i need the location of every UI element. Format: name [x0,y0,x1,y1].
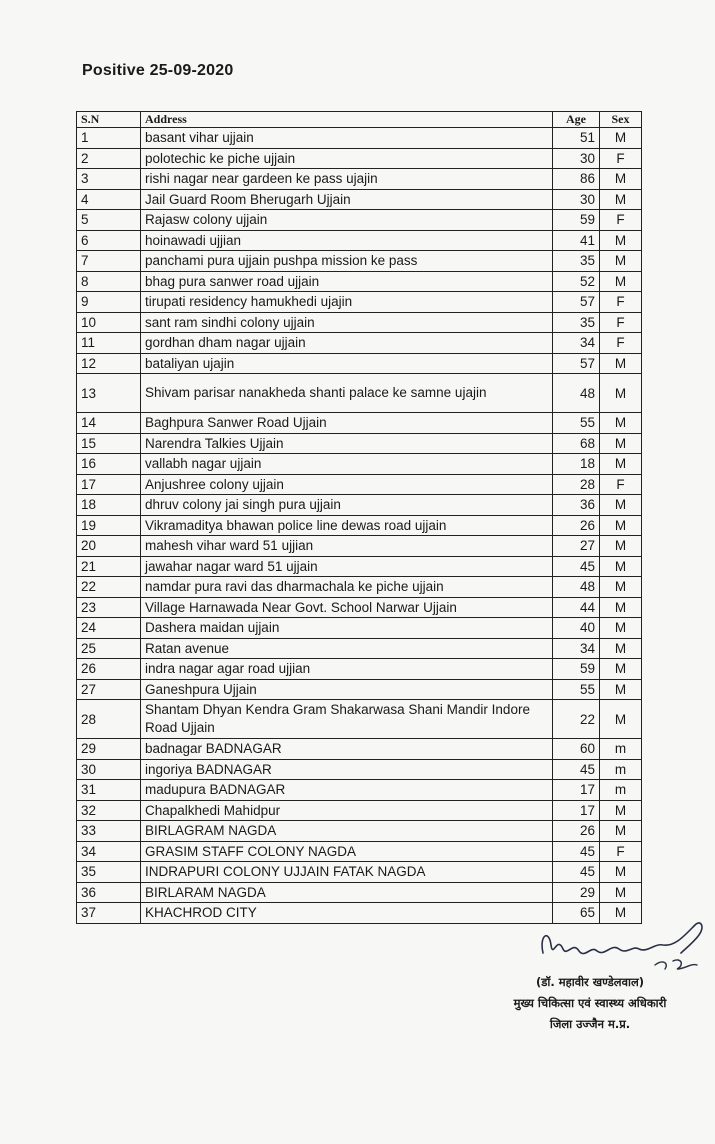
table-row [77,251,642,272]
cell-sex: M [600,189,642,210]
cell-address: Vikramaditya bhawan police line dewas road ujjain [141,515,553,536]
cell-sn: 24 [77,618,141,639]
cell-age: 35 [553,312,600,333]
cell-sex: M [600,862,642,883]
cell-sn: 1 [77,128,141,149]
cell-sn: 5 [77,210,141,231]
cell-sex: m [600,759,642,780]
table-row [77,374,642,413]
cell-address: indra nagar agar road ujjian [141,659,553,680]
cell-address: Rajasw colony ujjain [141,210,553,231]
cell-sn: 10 [77,312,141,333]
table-row [77,577,642,598]
cell-sn: 27 [77,679,141,700]
cell-sex: M [600,597,642,618]
cell-address: jawahar nagar ward 51 ujjain [141,556,553,577]
cell-address: gordhan dham nagar ujjain [141,333,553,354]
cell-sn: 12 [77,353,141,374]
cell-sex: F [600,292,642,313]
cell-age: 68 [553,433,600,454]
cell-age: 29 [553,882,600,903]
cell-sex: F [600,474,642,495]
cell-age: 40 [553,618,600,639]
cell-address: rishi nagar near gardeen ke pass ujajin [141,169,553,190]
cell-address: vallabh nagar ujjain [141,454,553,475]
cell-age: 57 [553,292,600,313]
table-row [77,333,642,354]
cell-sex: M [600,577,642,598]
cell-sn: 36 [77,882,141,903]
cell-sn: 32 [77,800,141,821]
cell-sn: 23 [77,597,141,618]
signature-block [480,972,700,1035]
cell-sex: M [600,618,642,639]
cell-sex: M [600,882,642,903]
cell-address: KHACHROD CITY [141,903,553,924]
cell-age: 26 [553,515,600,536]
cell-age: 34 [553,333,600,354]
header-sn: S.N [77,112,141,128]
cell-sex: m [600,780,642,801]
cell-address: Baghpura Sanwer Road Ujjain [141,413,553,434]
cell-sex: M [600,433,642,454]
cell-sn: 14 [77,413,141,434]
cell-sex: M [600,679,642,700]
cell-sn: 11 [77,333,141,354]
cell-sn: 37 [77,903,141,924]
cell-sn: 35 [77,862,141,883]
cell-age: 45 [553,556,600,577]
handwritten-signature [535,905,715,975]
table-row [77,618,642,639]
cell-address: Shantam Dhyan Kendra Gram Shakarwasa Shani Mandir Indore Road Ujjain [141,700,553,739]
cell-sex: M [600,700,642,739]
cell-address: badnagar BADNAGAR [141,739,553,760]
cell-age: 59 [553,210,600,231]
cell-address: tirupati residency hamukhedi ujajin [141,292,553,313]
cell-address: basant vihar ujjain [141,128,553,149]
cell-age: 35 [553,251,600,272]
cell-sex: F [600,148,642,169]
cell-age: 34 [553,638,600,659]
cell-age: 30 [553,148,600,169]
cell-sn: 22 [77,577,141,598]
table-row [77,292,642,313]
cell-address: hoinawadi ujjian [141,230,553,251]
table-row [77,821,642,842]
cell-age: 55 [553,679,600,700]
cell-sex: F [600,841,642,862]
table-row [77,780,642,801]
cell-sn: 3 [77,169,141,190]
cell-sex: F [600,312,642,333]
cell-sex: M [600,230,642,251]
table-row [77,515,642,536]
cell-address: mahesh vihar ward 51 ujjian [141,536,553,557]
cell-address: Anjushree colony ujjain [141,474,553,495]
cell-age: 28 [553,474,600,495]
cell-address: polotechic ke piche ujjain [141,148,553,169]
cell-sn: 28 [77,700,141,739]
cell-sex: M [600,454,642,475]
cell-sn: 31 [77,780,141,801]
cell-age: 59 [553,659,600,680]
cell-sex: M [600,271,642,292]
cell-sex: M [600,800,642,821]
positive-cases-table [76,111,642,924]
cell-address: INDRAPURI COLONY UJJAIN FATAK NAGDA [141,862,553,883]
cell-age: 65 [553,903,600,924]
cell-sex: M [600,495,642,516]
cell-age: 51 [553,128,600,149]
cell-sex: M [600,556,642,577]
cell-address: Dashera maidan ujjain [141,618,553,639]
cell-address: dhruv colony jai singh pura ujjain [141,495,553,516]
cell-age: 57 [553,353,600,374]
table-row [77,536,642,557]
cell-age: 18 [553,454,600,475]
cell-address: sant ram sindhi colony ujjain [141,312,553,333]
cell-sex: M [600,374,642,413]
cell-sn: 16 [77,454,141,475]
cell-address: panchami pura ujjain pushpa mission ke pass [141,251,553,272]
cell-age: 22 [553,700,600,739]
table-row [77,556,642,577]
cell-sex: M [600,903,642,924]
table-row [77,128,642,149]
cell-sn: 6 [77,230,141,251]
cell-sn: 7 [77,251,141,272]
table-row [77,189,642,210]
signatory-designation: मुख्य चिकित्सा एवं स्वास्थ्य अधिकारी [513,996,667,1010]
table-row [77,169,642,190]
table-row [77,474,642,495]
table-row [77,882,642,903]
cell-sn: 19 [77,515,141,536]
table-row [77,739,642,760]
cell-sn: 17 [77,474,141,495]
cell-age: 36 [553,495,600,516]
cell-sn: 26 [77,659,141,680]
cell-sex: m [600,739,642,760]
cell-sex: M [600,128,642,149]
cell-sn: 9 [77,292,141,313]
table-row [77,148,642,169]
signatory-name: (डॉ. महावीर खण्डेलवाल) [535,975,645,989]
page-title: Positive 25-09-2020 [82,62,234,79]
cell-sn: 34 [77,841,141,862]
table-row [77,800,642,821]
cell-age: 86 [553,169,600,190]
table-row [77,230,642,251]
cell-age: 55 [553,413,600,434]
cell-address: GRASIM STAFF COLONY NAGDA [141,841,553,862]
cell-sn: 25 [77,638,141,659]
cell-sex: M [600,659,642,680]
cell-address: BIRLARAM NAGDA [141,882,553,903]
cell-age: 17 [553,800,600,821]
cell-age: 17 [553,780,600,801]
table-row [77,271,642,292]
cell-sex: M [600,515,642,536]
cell-sn: 4 [77,189,141,210]
cell-sn: 20 [77,536,141,557]
table-row [77,495,642,516]
cell-address: namdar pura ravi das dharmachala ke piche ujjain [141,577,553,598]
cell-age: 27 [553,536,600,557]
cell-sn: 8 [77,271,141,292]
cell-age: 45 [553,841,600,862]
cell-address: BIRLAGRAM NAGDA [141,821,553,842]
cell-age: 45 [553,759,600,780]
table-row [77,312,642,333]
cell-age: 48 [553,577,600,598]
cell-sn: 2 [77,148,141,169]
header-sex: Sex [600,112,642,128]
cell-sn: 13 [77,374,141,413]
cell-age: 44 [553,597,600,618]
cell-sn: 33 [77,821,141,842]
cell-sex: M [600,169,642,190]
cell-address: Chapalkhedi Mahidpur [141,800,553,821]
cell-address: Narendra Talkies Ujjain [141,433,553,454]
cell-address: Jail Guard Room Bherugarh Ujjain [141,189,553,210]
table-row [77,679,642,700]
table-row [77,454,642,475]
cell-age: 52 [553,271,600,292]
cell-sex: M [600,638,642,659]
cell-sn: 29 [77,739,141,760]
signatory-district: जिला उज्जैन म.प्र. [549,1017,631,1031]
table-row [77,841,642,862]
table-row [77,597,642,618]
cell-address: Ganeshpura Ujjain [141,679,553,700]
table-row [77,659,642,680]
table-header-row [77,112,642,128]
cell-sex: M [600,536,642,557]
cell-age: 48 [553,374,600,413]
table-row [77,413,642,434]
cell-address: bhag pura sanwer road ujjain [141,271,553,292]
cell-age: 45 [553,862,600,883]
table-row [77,353,642,374]
table-row [77,862,642,883]
table-row [77,700,642,739]
table-row [77,210,642,231]
cell-sn: 18 [77,495,141,516]
cell-address: Village Harnawada Near Govt. School Narwar Ujjain [141,597,553,618]
table-row [77,638,642,659]
cell-sn: 21 [77,556,141,577]
cell-address: ingoriya BADNAGAR [141,759,553,780]
cell-sex: M [600,353,642,374]
cell-sex: M [600,251,642,272]
cell-age: 41 [553,230,600,251]
cell-age: 26 [553,821,600,842]
cell-sex: F [600,333,642,354]
cell-address: Shivam parisar nanakheda shanti palace ke samne ujajin [141,374,553,413]
cell-sn: 30 [77,759,141,780]
cell-age: 60 [553,739,600,760]
cell-sex: F [600,210,642,231]
cell-sex: M [600,821,642,842]
header-address: Address [141,112,553,128]
header-age: Age [553,112,600,128]
cell-address: madupura BADNAGAR [141,780,553,801]
cell-sex: M [600,413,642,434]
cell-address: bataliyan ujajin [141,353,553,374]
cell-sn: 15 [77,433,141,454]
cell-address: Ratan avenue [141,638,553,659]
table-row [77,759,642,780]
cell-age: 30 [553,189,600,210]
table-row [77,433,642,454]
